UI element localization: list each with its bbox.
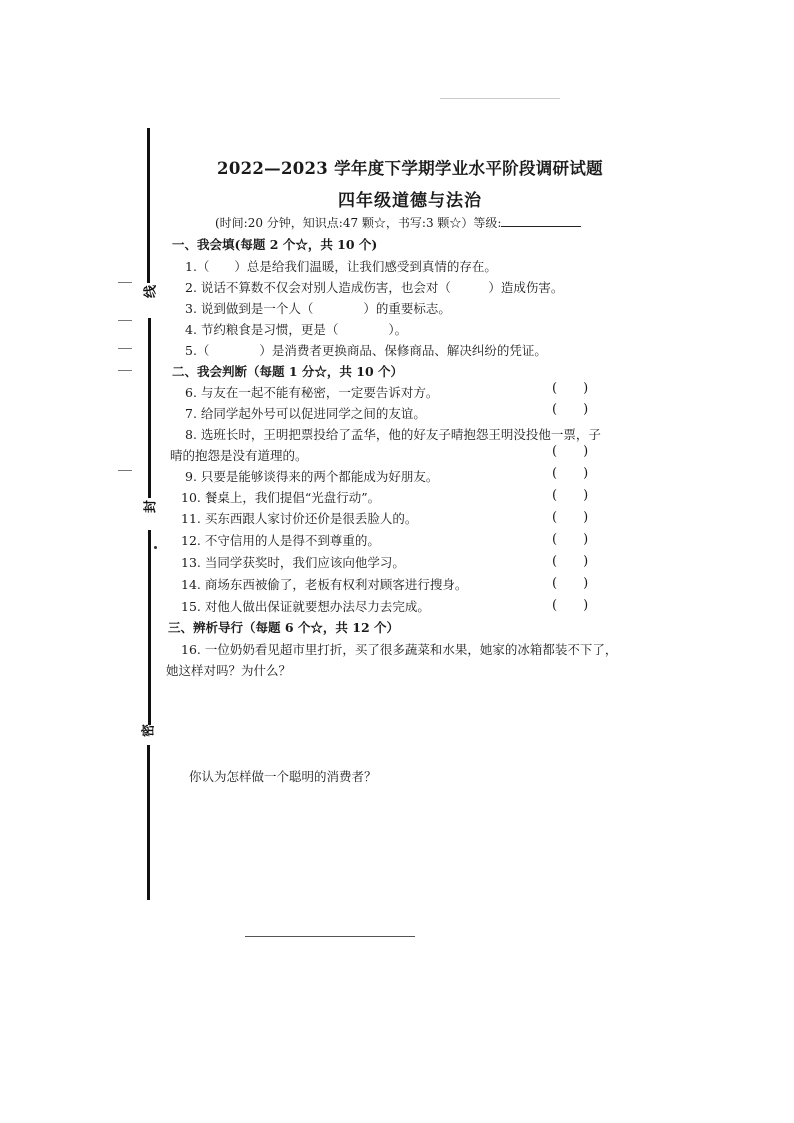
binding-line-mid-2 — [148, 530, 151, 725]
answer-paren-11[interactable]: ( ) — [552, 510, 589, 525]
exam-subject: 四年级道德与法治 — [338, 191, 482, 211]
section-3-heading: 三、辨析导行（每题 6 个☆，共 12 个） — [168, 620, 400, 635]
margin-dash — [118, 370, 132, 371]
judge-item-15: 15. 对他人做出保证就要想办法尽力去完成。 — [181, 599, 430, 614]
judge-item-11: 11. 买东西跟人家讨价还价是很丢脸人的。 — [181, 511, 418, 526]
bottom-rule — [245, 936, 415, 937]
fill-item-2: 2. 说话不算数不仅会对别人造成伤害，也会对（ ）造成伤害。 — [185, 280, 564, 295]
judge-item-13: 13. 当同学获奖时，我们应该向他学习。 — [181, 555, 405, 570]
margin-dash — [118, 470, 132, 471]
exam-title: 2022—2023 学年度下学期学业水平阶段调研试题 — [217, 159, 603, 178]
answer-paren-15[interactable]: ( ) — [552, 598, 589, 613]
judge-item-8: 8. 选班长时，王明把票投给了孟华，他的好友子晴抱怨王明没投他一票，子 — [185, 427, 601, 442]
binding-line-bottom — [147, 745, 150, 900]
answer-paren-6[interactable]: ( ) — [552, 381, 589, 396]
scan-artifact — [440, 98, 560, 99]
judge-item-10: 10. 餐桌上，我们提倡“光盘行动”。 — [181, 490, 381, 505]
answer-paren-7[interactable]: ( ) — [552, 402, 589, 417]
fill-item-3: 3. 说到做到是一个人（ ）的重要标志。 — [185, 301, 451, 316]
answer-paren-10[interactable]: ( ) — [552, 488, 589, 503]
judge-item-8-cont: 晴的抱怨是没有道理的。 — [170, 448, 308, 463]
exam-meta — [215, 214, 581, 231]
analysis-q17: 你认为怎样做一个聪明的消费者？ — [189, 769, 377, 784]
judge-item-12: 12. 不守信用的人是得不到尊重的。 — [181, 533, 380, 548]
margin-dash — [118, 320, 132, 321]
judge-item-14: 14. 商场东西被偷了，老板有权利对顾客进行搜身。 — [181, 577, 468, 592]
answer-paren-9[interactable]: ( ) — [552, 466, 589, 481]
margin-dash — [118, 348, 132, 349]
fill-item-4: 4. 节约粮食是习惯，更是（ ）。 — [185, 322, 408, 337]
section-1-heading: 一、我会填(每题 2 个☆，共 10 个) — [172, 237, 378, 252]
binding-label-mi: 密 — [141, 725, 154, 740]
analysis-q16-line1: 16. 一位奶奶看见超市里打折，买了很多蔬菜和水果，她家的冰箱都装不下了， — [181, 642, 618, 657]
fill-item-5: 5.（ ）是消费者更换商品、保修商品、解决纠纷的凭证。 — [185, 343, 547, 358]
judge-item-7: 7. 给同学起外号可以促进同学之间的友谊。 — [185, 406, 426, 421]
fill-item-1: 1.（ ）总是给我们温暖，让我们感受到真情的存在。 — [185, 259, 497, 274]
answer-paren-12[interactable]: ( ) — [552, 532, 589, 547]
binding-label-xian: 线 — [143, 286, 156, 301]
judge-item-9: 9. 只要是能够谈得来的两个都能成为好朋友。 — [185, 469, 439, 484]
binding-line-mid-1 — [148, 318, 151, 498]
margin-dash — [118, 282, 132, 283]
judge-item-6: 6. 与友在一起不能有秘密，一定要告诉对方。 — [185, 385, 439, 400]
grade-blank[interactable] — [501, 214, 581, 227]
answer-paren-14[interactable]: ( ) — [552, 576, 589, 591]
binding-label-feng: 封 — [143, 501, 156, 516]
section-2-heading: 二、我会判断（每题 1 分☆，共 10 个） — [172, 364, 404, 379]
answer-paren-8[interactable]: ( ) — [552, 444, 589, 459]
margin-dot — [154, 546, 157, 549]
exam-meta-text: (时间:20 分钟，知识点:47 颗☆，书写:3 颗☆）等级: — [215, 216, 502, 230]
answer-paren-13[interactable]: ( ) — [552, 554, 589, 569]
analysis-q16-line2: 她这样对吗？为什么？ — [166, 663, 292, 678]
binding-line-top — [147, 128, 150, 283]
